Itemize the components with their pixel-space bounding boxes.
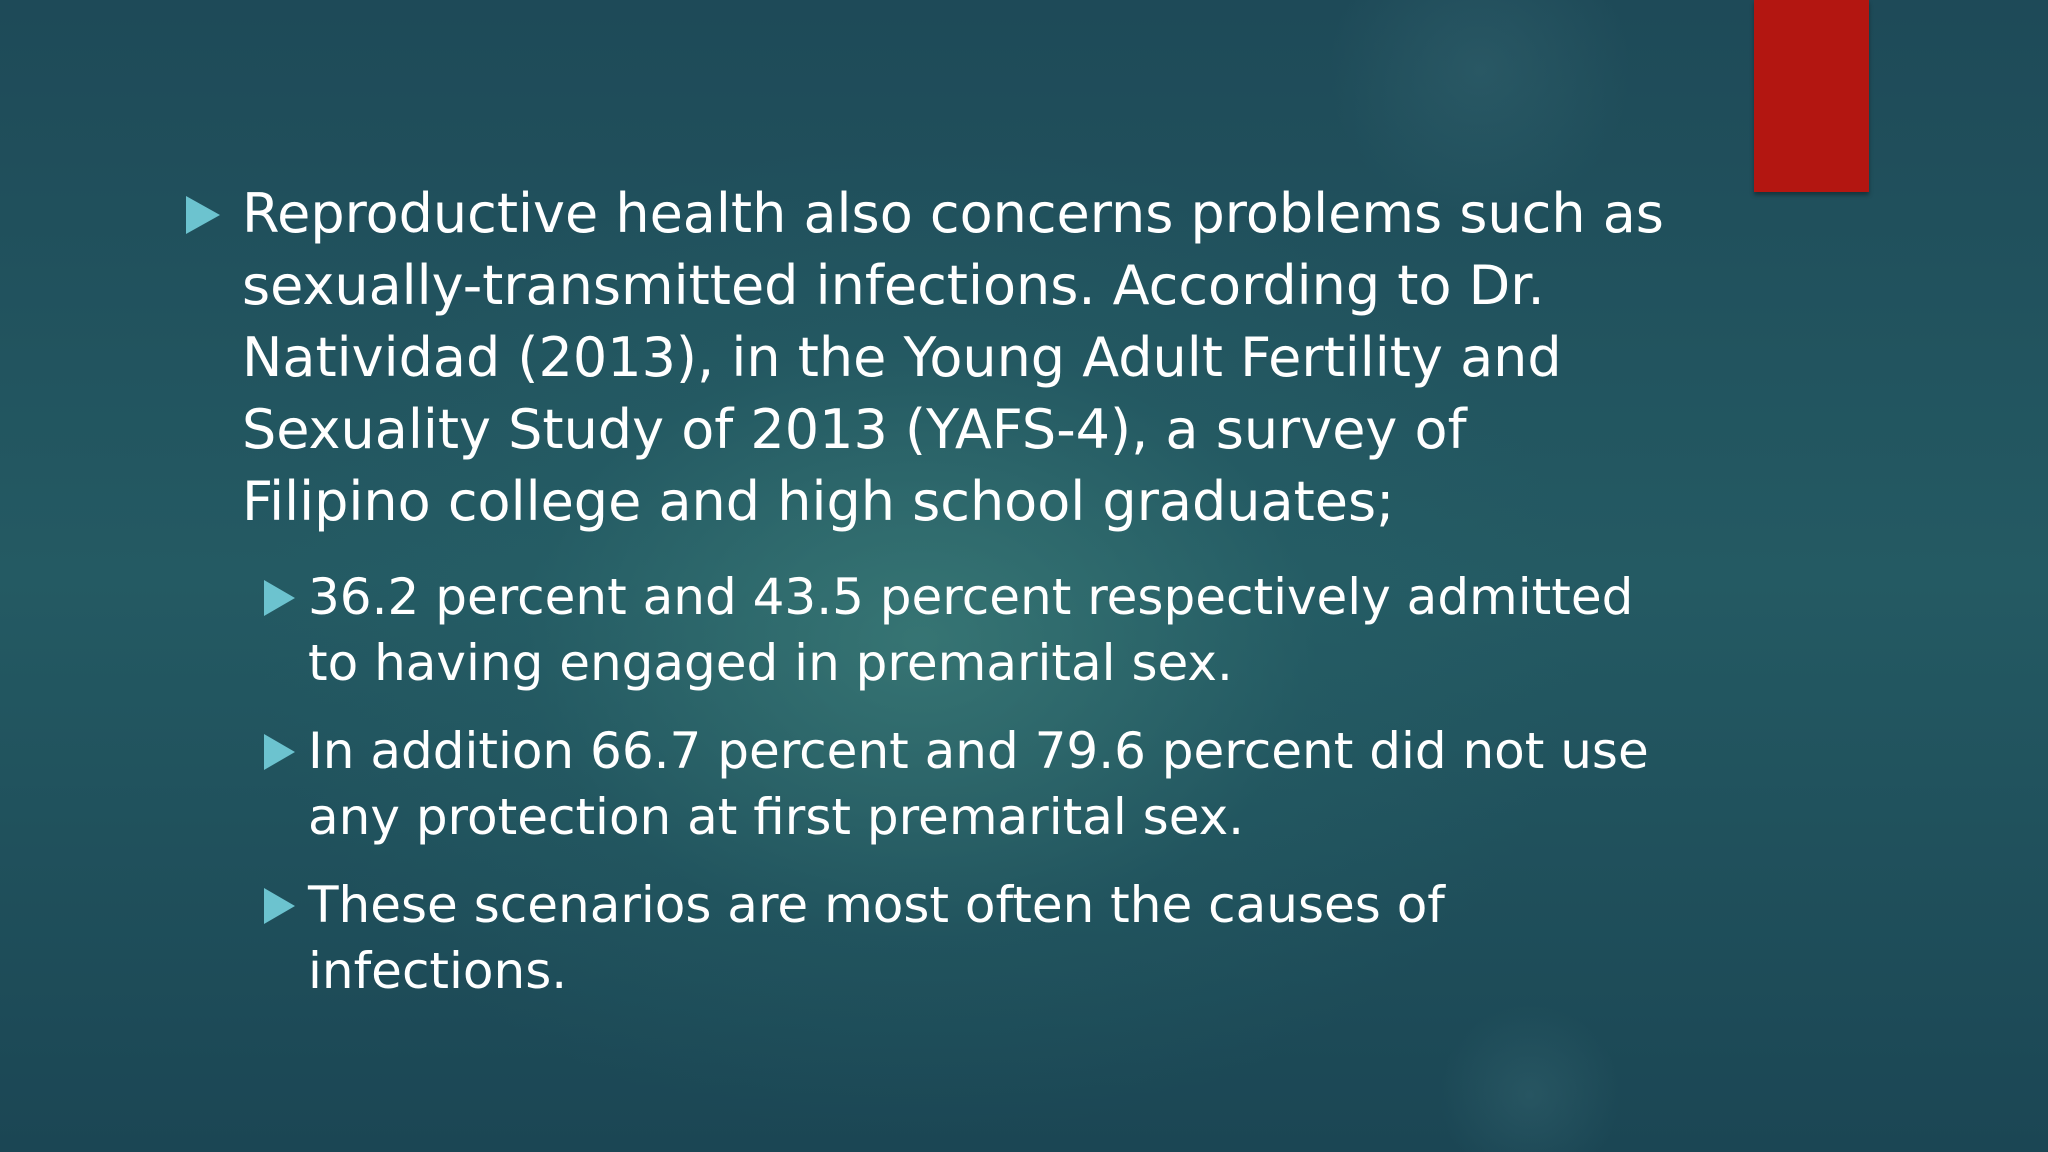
triangle-bullet-icon (264, 888, 295, 924)
main-bullet (186, 178, 1666, 538)
sub-bullet-1 (186, 564, 1666, 696)
triangle-bullet-icon (264, 734, 295, 770)
sub-bullet-2 (186, 718, 1666, 850)
sub-bullet-3 (186, 872, 1666, 1004)
triangle-bullet-icon (186, 196, 220, 234)
main-bullet-text: Reproductive health also concerns problems such as sexually-transmitted infections. According to Dr. Natividad (2013), in the Young Adult Fertility and Sexuality Study of 2013 (YAFS-4), a survey of Filipino college and high school graduates; (242, 182, 1664, 533)
accent-bar (1754, 0, 1869, 192)
slide-content (186, 178, 1666, 1026)
sub-bullet-text: These scenarios are most often the causes of infections. (308, 876, 1445, 1000)
sub-bullet-text: 36.2 percent and 43.5 percent respectively admitted to having engaged in premarital sex. (308, 568, 1634, 692)
triangle-bullet-icon (264, 580, 295, 616)
sub-bullet-text: In addition 66.7 percent and 79.6 percent did not use any protection at first premarital sex. (308, 722, 1649, 846)
